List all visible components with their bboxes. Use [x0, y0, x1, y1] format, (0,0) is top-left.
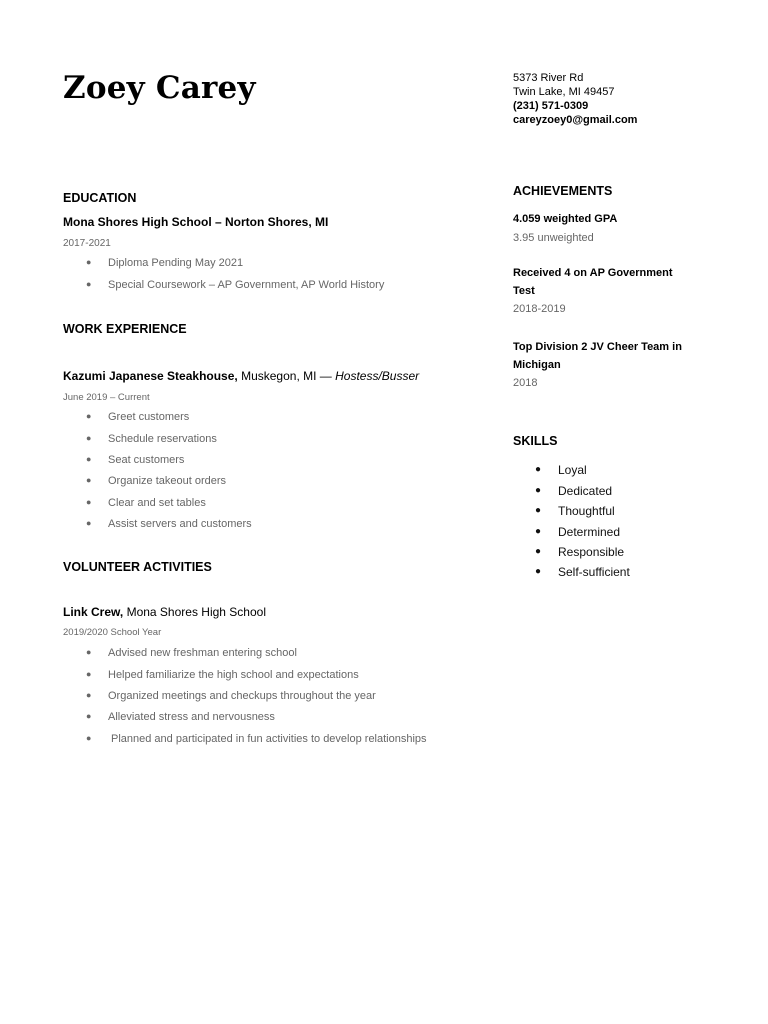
- volunteer-position: Link Crew, Mona Shores High School: [63, 605, 266, 619]
- education-school: Mona Shores High School – Norton Shores, MI: [63, 215, 329, 229]
- email-address: careyzoey0@gmail.com: [513, 114, 638, 126]
- bullet-icon: ●: [86, 690, 92, 700]
- bullet-icon: ●: [86, 279, 92, 289]
- bullet-icon: ●: [86, 711, 92, 721]
- bullet-icon: ●: [86, 454, 92, 464]
- achievement-title: Received 4 on AP Government Test: [513, 267, 673, 297]
- bullet-icon: ●: [535, 546, 542, 557]
- address-line-1: 5373 River Rd: [513, 72, 584, 84]
- bullet-icon: ●: [86, 257, 92, 267]
- bullet-icon: ●: [86, 433, 92, 443]
- bullet-icon: ●: [535, 485, 542, 496]
- achievements-heading: ACHIEVEMENTS: [513, 184, 613, 198]
- bullet-icon: ●: [86, 647, 92, 657]
- bullet-icon: ●: [535, 566, 542, 577]
- address-line-2: Twin Lake, MI 49457: [513, 86, 615, 98]
- bullet-icon: ●: [86, 497, 92, 507]
- bullet-icon: ●: [535, 526, 542, 537]
- education-dates: 2017-2021: [63, 238, 111, 249]
- education-heading: EDUCATION: [63, 191, 137, 205]
- phone-number: (231) 571-0309: [513, 100, 589, 112]
- skills-heading: SKILLS: [513, 434, 558, 448]
- achievement-detail: 2018-2019: [513, 303, 566, 315]
- bullet-icon: ●: [86, 669, 92, 679]
- resume-name: Zoey Carey: [63, 70, 256, 106]
- bullet-icon: ●: [86, 518, 92, 528]
- work-dates: June 2019 – Current: [63, 392, 150, 403]
- bullet-icon: ●: [535, 464, 542, 475]
- bullet-icon: ●: [86, 475, 92, 485]
- achievement-title: Top Division 2 JV Cheer Team in Michigan: [513, 341, 682, 371]
- work-position: Kazumi Japanese Steakhouse, Muskegon, MI — Hostess/Busser: [63, 369, 420, 383]
- achievement-title: 4.059 weighted GPA: [513, 213, 618, 225]
- volunteer-heading: VOLUNTEER ACTIVITIES: [63, 560, 212, 574]
- achievement-detail: 2018: [513, 377, 538, 389]
- contact-block: [513, 71, 637, 127]
- work-heading: WORK EXPERIENCE: [63, 322, 187, 336]
- achievement-detail: 3.95 unweighted: [513, 232, 594, 244]
- bullet-icon: ●: [86, 733, 92, 743]
- bullet-icon: ●: [535, 505, 542, 516]
- bullet-icon: ●: [86, 411, 92, 421]
- volunteer-dates: 2019/2020 School Year: [63, 627, 162, 638]
